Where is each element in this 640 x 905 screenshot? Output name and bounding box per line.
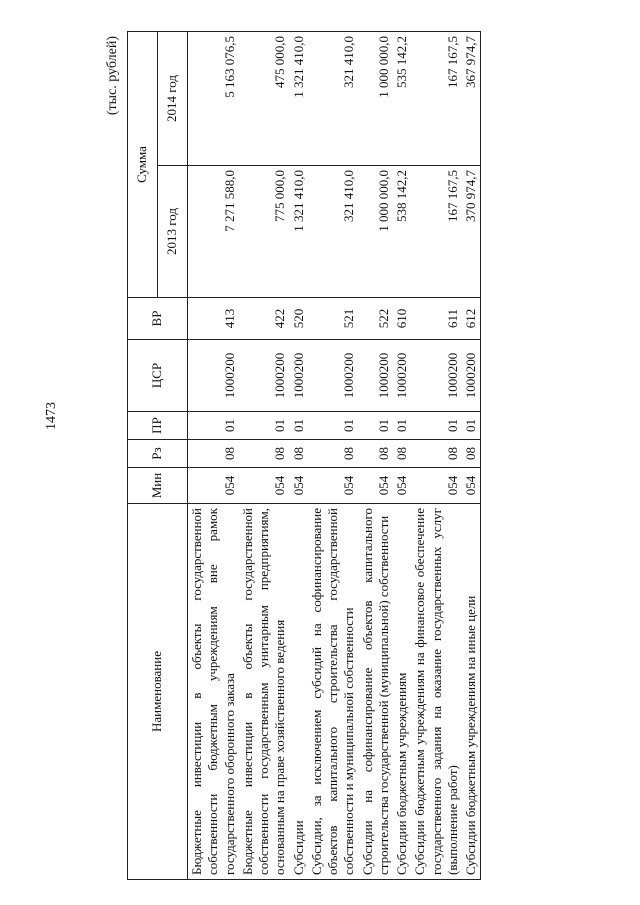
row-2013: 370 974,7 [462,166,481,298]
row-pr: 01 [290,412,308,440]
row-2013: 775 000,0 [239,166,290,298]
row-csr: 1000200 [188,340,239,412]
row-vr: 610 [393,298,411,340]
row-min: 054 [290,468,308,504]
row-min: 054 [188,468,239,504]
row-csr: 1000200 [393,340,411,412]
row-csr: 1000200 [359,340,394,412]
row-name: Субсидии [290,504,308,880]
header-csr: ЦСР [128,340,188,412]
row-min: 054 [308,468,359,504]
row-name: Бюджетные инвестиции в объекты государственной собственности государственным унитарным предприятиям, основанным на праве хозяйственного ведения [239,504,290,880]
row-2013: 538 142,2 [393,166,411,298]
row-vr: 422 [239,298,290,340]
row-csr: 1000200 [411,340,462,412]
row-2013: 321 410,0 [308,166,359,298]
row-rz: 08 [239,440,290,468]
units-note: (тыс. рублей) [105,36,120,116]
row-2014: 1 321 410,0 [290,32,308,166]
row-2014: 475 000,0 [239,32,290,166]
row-csr: 1000200 [239,340,290,412]
row-2014: 167 167,5 [411,32,462,166]
row-vr: 413 [188,298,239,340]
row-pr: 01 [239,412,290,440]
row-2013: 167 167,5 [411,166,462,298]
table-row [462,32,481,880]
row-rz: 08 [308,440,359,468]
row-rz: 08 [462,440,481,468]
row-2014: 5 163 076,5 [188,32,239,166]
header-pr: ПР [128,412,188,440]
row-rz: 08 [188,440,239,468]
table-row [239,32,290,880]
header-name: Наименование [128,504,188,880]
row-min: 054 [393,468,411,504]
row-2014: 535 142,2 [393,32,411,166]
row-name: Субсидии на софинансирование объектов капитального строительства государственной (муниципальной) собственности [359,504,394,880]
row-name: Субсидии, за исключением субсидий на софинансирование объектов капитального строительства государственной собственности и муниципальной собственности [308,504,359,880]
row-vr: 522 [359,298,394,340]
row-vr: 611 [411,298,462,340]
budget-table [127,31,481,880]
row-min: 054 [359,468,394,504]
row-name: Субсидии бюджетным учреждениям [393,504,411,880]
table-row [308,32,359,880]
row-2014: 321 410,0 [308,32,359,166]
table-row [290,32,308,880]
header-2013: 2013 год [158,166,188,298]
header-rz: Рз [128,440,188,468]
row-name: Бюджетные инвестиции в объекты государственной собственности бюджетным учреждениям вне рамок государственного оборонного заказа [188,504,239,880]
page-number: 1473 [44,402,59,430]
row-rz: 08 [290,440,308,468]
row-pr: 01 [462,412,481,440]
row-2013: 1 321 410,0 [290,166,308,298]
row-vr: 520 [290,298,308,340]
table-body [188,32,481,880]
row-name: Субсидии бюджетным учреждениям на финансовое обеспечение государственного задания на оказание государственных услуг (выполнение работ) [411,504,462,880]
row-vr: 612 [462,298,481,340]
row-pr: 01 [308,412,359,440]
row-rz: 08 [393,440,411,468]
header-min: Мин [128,468,188,504]
row-pr: 01 [411,412,462,440]
header-vr: ВР [128,298,188,340]
row-2013: 7 271 588,0 [188,166,239,298]
table-row [188,32,239,880]
table-row [411,32,462,880]
row-name: Субсидии бюджетным учреждениям на иные цели [462,504,481,880]
row-2014: 367 974,7 [462,32,481,166]
row-rz: 08 [359,440,394,468]
header-2014: 2014 год [158,32,188,166]
table-row [393,32,411,880]
row-min: 054 [411,468,462,504]
row-2013: 1 000 000,0 [359,166,394,298]
row-min: 054 [239,468,290,504]
row-pr: 01 [359,412,394,440]
header-sum: Сумма [128,32,158,298]
row-min: 054 [462,468,481,504]
row-csr: 1000200 [290,340,308,412]
row-rz: 08 [411,440,462,468]
row-pr: 01 [188,412,239,440]
rotated-table-sheet [105,32,545,880]
row-vr: 521 [308,298,359,340]
row-csr: 1000200 [462,340,481,412]
row-2014: 1 000 000,0 [359,32,394,166]
row-csr: 1000200 [308,340,359,412]
row-pr: 01 [393,412,411,440]
table-row [359,32,394,880]
